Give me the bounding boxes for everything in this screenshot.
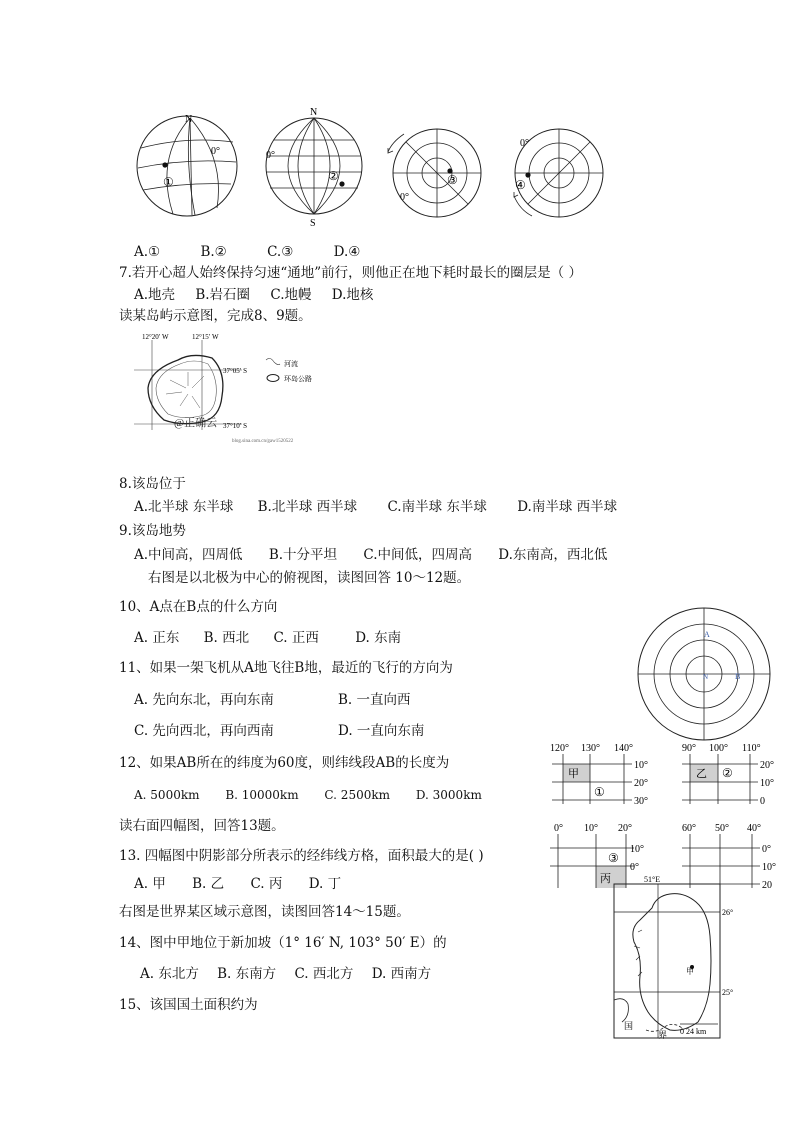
lat-label-25: 25° (722, 988, 734, 997)
top-label: 130° (581, 743, 600, 754)
q14-option-b[interactable]: B. 东南方 (217, 966, 277, 982)
q8-option-b[interactable]: B.北半球 西半球 (257, 499, 358, 515)
q9-option-b[interactable]: B.十分平坦 (268, 547, 338, 563)
lat-label: 20° (760, 760, 774, 771)
intro-14-15: 右图是世界某区域示意图，读图回答14～15题。 (119, 904, 410, 920)
q13-options (134, 876, 365, 892)
q7-stem: 7.若开心超人始终保持匀速“通地”前行，则他正在地下耗时最长的圈层是（ ） (119, 265, 582, 281)
q11-options-row1 (134, 692, 411, 708)
lat-label-2: 37°10′ S (223, 422, 247, 430)
lat-label-26: 26° (722, 908, 734, 917)
q7-options (134, 287, 397, 303)
q13-option-b[interactable]: B. 乙 (192, 876, 225, 892)
q8-option-d[interactable]: D.南半球 西半球 (517, 499, 618, 515)
region-map (612, 872, 742, 1040)
q14-option-a[interactable]: A. 东北方 (140, 966, 199, 982)
shade-label: 甲 (568, 768, 579, 780)
north-pole-label: N (703, 673, 709, 681)
globe-figure-3 (384, 126, 494, 226)
lat-label: 30° (634, 796, 648, 806)
q11-option-d[interactable]: D. 一直向东南 (338, 723, 425, 739)
grid-figure-1 (548, 740, 666, 806)
lat-label: 10° (630, 844, 644, 855)
point-a-label: A (704, 630, 710, 639)
q11-option-c[interactable]: C. 先向西北，再向西南 (134, 723, 274, 739)
north-label: N (310, 107, 318, 118)
top-label: 120° (550, 743, 569, 754)
q11-option-b[interactable]: B. 一直向西 (338, 692, 411, 708)
marker-label: ③ (608, 851, 619, 865)
q8-stem: 8.该岛位于 (119, 476, 186, 492)
top-label: 50° (715, 823, 729, 834)
q11-options-row2 (134, 723, 424, 739)
globe-figure-4 (506, 126, 616, 226)
q9-option-c[interactable]: C.中间低，四周高 (363, 547, 472, 563)
lat-label: 20 (762, 880, 772, 890)
q10-option-a[interactable]: A. 正东 (134, 630, 180, 646)
q9-options (134, 547, 631, 563)
legend-road: 环岛公路 (284, 375, 312, 383)
lon-label-2: 12°15′ W (192, 333, 219, 341)
q6-options (134, 244, 384, 260)
marker-label: ③ (447, 173, 458, 187)
q6-option-b[interactable]: B.② (200, 244, 227, 260)
q10-option-c[interactable]: C. 正西 (273, 630, 319, 646)
lat-label: 0 (760, 796, 765, 806)
meridian-label: 0° (400, 192, 409, 203)
q11-stem: 11、如果一架飞机从A地飞往B地，最近的飞行的方向为 (119, 660, 453, 676)
top-label: 60° (682, 823, 696, 834)
q14-option-d[interactable]: D. 西南方 (371, 966, 432, 982)
q13-option-a[interactable]: A. 甲 (134, 876, 166, 892)
q7-option-a[interactable]: A.地壳 (134, 287, 176, 303)
marker-label: ② (722, 766, 733, 780)
q6-option-a[interactable]: A.① (134, 244, 161, 260)
q11-option-a[interactable]: A. 先向东北，再向东南 (134, 692, 274, 708)
top-label: 40° (747, 823, 761, 834)
lat-label: 20° (634, 778, 648, 789)
shade-label: 丙 (600, 873, 611, 885)
lat-label: 0° (762, 844, 771, 855)
q7-option-d[interactable]: D.地核 (331, 287, 374, 303)
top-label: 10° (584, 823, 598, 834)
lon-label-1: 12°20′ W (142, 333, 169, 341)
q9-option-d[interactable]: D.东南高，西北低 (498, 547, 608, 563)
q12-option-d[interactable]: D. 3000km (415, 788, 482, 802)
q6-option-c[interactable]: C.③ (267, 244, 294, 260)
intro-13: 读右面四幅图，回答13题。 (119, 818, 285, 834)
top-label: 90° (682, 743, 696, 754)
q10-options (134, 630, 425, 646)
q7-option-b[interactable]: B.岩石圈 (195, 287, 251, 303)
south-label: S (310, 218, 316, 228)
q6-option-d[interactable]: D.④ (333, 244, 361, 260)
q13-option-c[interactable]: C. 丙 (250, 876, 283, 892)
lat-label-1: 37°05′ S (223, 367, 247, 375)
top-label: 140° (614, 743, 633, 754)
top-label: 110° (742, 743, 761, 754)
polar-view-figure (636, 606, 772, 742)
q8-option-a[interactable]: A.北半球 东半球 (134, 499, 234, 515)
border-label-2: 界 (658, 1030, 668, 1040)
q12-option-b[interactable]: B. 10000km (225, 788, 299, 802)
q8-options (134, 499, 641, 515)
scale-label: 0 24 km (680, 1027, 707, 1036)
lon-label: 51°E (644, 875, 661, 884)
intro-10-12: 右图是以北极为中心的俯视图，读图回答 10～12题。 (148, 570, 471, 586)
grid-figure-2 (680, 740, 794, 806)
watermark: @正确云 (174, 417, 218, 429)
intro-8-9: 读某岛屿示意图，完成8、9题。 (119, 308, 312, 324)
q14-stem: 14、图中甲地位于新加坡（1° 16′ N, 103° 50′ E）的 (119, 935, 447, 951)
island-map (130, 330, 340, 446)
shade-label: 乙 (696, 768, 707, 780)
q8-option-c[interactable]: C.南半球 东半球 (387, 499, 487, 515)
lat-label: 10° (760, 778, 774, 789)
q10-stem: 10、A点在B点的什么方向 (119, 599, 278, 615)
q14-option-c[interactable]: C. 西北方 (294, 966, 354, 982)
top-label: 100° (709, 743, 728, 754)
q9-stem: 9.该岛地势 (119, 523, 186, 539)
legend-river: 河流 (284, 360, 298, 368)
q12-stem: 12、如果AB所在的纬度为60度，则纬线段AB的长度为 (119, 755, 450, 771)
globe-figure-1 (135, 108, 245, 228)
north-label: N (185, 114, 193, 125)
q14-options (140, 966, 455, 982)
marker-label: ① (163, 175, 174, 189)
lat-label: 0° (630, 862, 639, 873)
q9-option-a[interactable]: A.中间高，四周低 (134, 547, 243, 563)
meridian-label: 0° (211, 146, 220, 157)
place-label: 甲 (686, 967, 694, 976)
marker-label: ① (594, 785, 605, 799)
q7-option-c[interactable]: C.地幔 (270, 287, 312, 303)
lat-label: 10° (762, 862, 776, 873)
border-label-1: 国 (624, 1021, 634, 1031)
globe-figure-2 (262, 104, 372, 228)
meridian-label: 0° (266, 150, 275, 161)
q13-stem: 13. 四幅图中阴影部分所表示的经纬线方格，面积最大的是( ) (119, 848, 484, 864)
q10-option-d[interactable]: D. 东南 (355, 630, 402, 646)
q12-option-a[interactable]: A. 5000km (134, 788, 200, 802)
meridian-label: 0° (520, 138, 529, 149)
q13-option-d[interactable]: D. 丁 (308, 876, 342, 892)
marker-label: ④ (515, 178, 526, 192)
point-b-label: B (735, 672, 741, 681)
q15-stem: 15、该国国土面积约为 (119, 997, 258, 1013)
q12-option-c[interactable]: C. 2500km (324, 788, 390, 802)
lat-label: 10° (634, 760, 648, 771)
source-url: blog.sina.com.cn/gaw1520522 (232, 439, 294, 444)
marker-label: ② (328, 169, 339, 183)
q12-options (134, 787, 506, 803)
top-label: 20° (618, 823, 632, 834)
top-label: 0° (554, 823, 563, 834)
q10-option-b[interactable]: B. 西北 (203, 630, 250, 646)
